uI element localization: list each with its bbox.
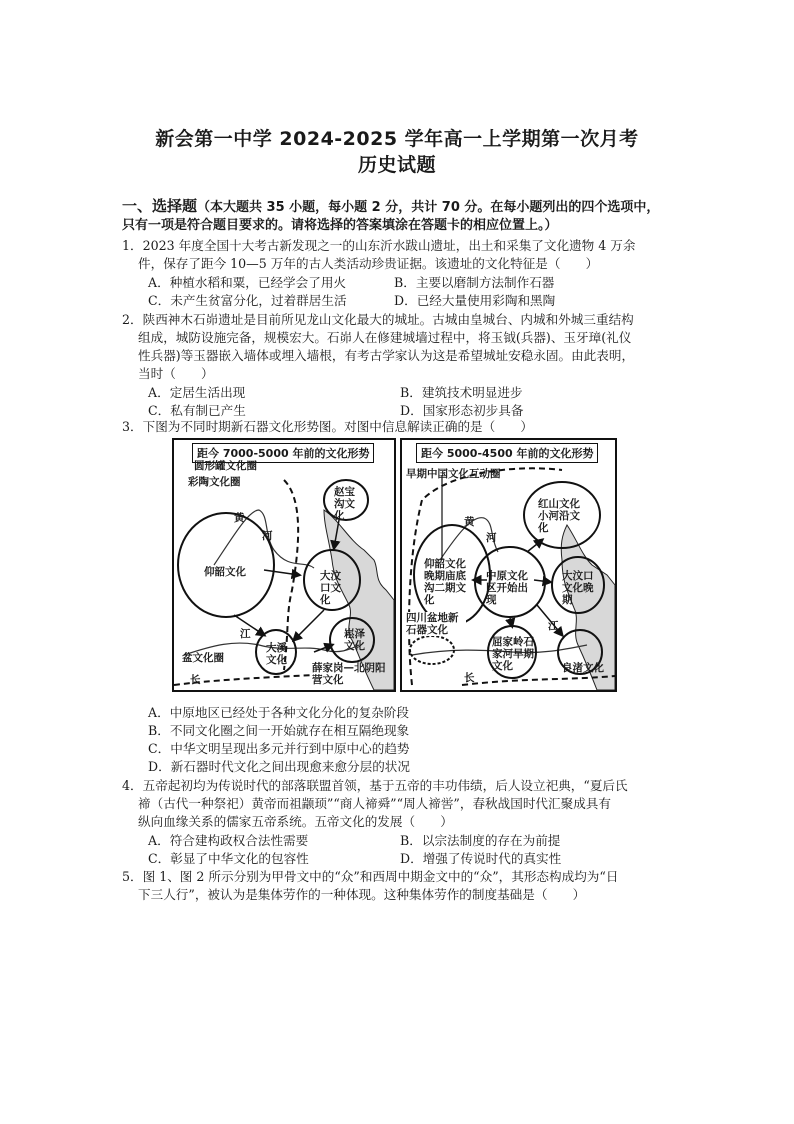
q4-stem-line2: 禘（古代一种祭祀）黄帝而祖颛顼”“商人禘舜”“周人禘喾”，春秋战国时代汇聚成具有 (138, 796, 611, 811)
q2-stem-line1: 2．陕西神木石峁遗址是目前所见龙山文化最大的城址。古城由皇城台、内城和外城三重结构 (122, 312, 634, 327)
map-left-label-xuejiagang: 薛家岗—北阴阳营文化 (312, 662, 386, 686)
q2-stem-line4: 当时（ ） (138, 366, 214, 381)
q4-option-d[interactable]: D．增强了传说时代的真实性 (400, 851, 562, 866)
map-left-label-he: 河 (262, 530, 273, 542)
map-right-label-hongshan: 红山文化小河沿文化 (538, 498, 580, 534)
q2-option-c[interactable]: C．私有制已产生 (148, 403, 246, 418)
map-left-label-painted-pottery: 彩陶文化圈 (188, 476, 241, 488)
map-right-label-huang: 黄 (464, 516, 475, 528)
q2-stem-line3: 性兵器)等玉器嵌入墙体或埋入墙根，有考古学家认为这是希望城址安稳永固。由此表明， (138, 348, 635, 363)
q2-option-a[interactable]: A．定居生活出现 (148, 385, 246, 400)
map-right-label-early-interaction: 早期中国文化互动圈 (406, 468, 501, 480)
map-right-label-dawenkou-late: 大汶口文化晚期 (562, 570, 594, 606)
map-right-label-chang: 长 (464, 672, 475, 684)
map-left-label-majiabang: 崧泽文化 (344, 628, 365, 652)
q1-option-b[interactable]: B．主要以磨制方法制作石器 (394, 275, 555, 290)
map-right-heading: 距今 5000-4500 年前的文化形势 (416, 443, 598, 463)
section-heading (122, 197, 659, 217)
q3-option-d[interactable]: D．新石器时代文化之间出现愈来愈分层的状况 (148, 759, 410, 774)
q3-stem-line1: 3．下图为不同时期新石器文化形势图。对图中信息解读正确的是（ ） (122, 419, 534, 434)
map-left-label-pan-circle: 盆文化圈 (182, 652, 224, 664)
q5-stem-line1: 5．图 1、图 2 所示分别为甲骨文中的“众”和西周中期金文中的“众”，其形态构成均为“日 (122, 869, 619, 884)
exam-title: 新会第一中学 2024-2025 学年高一上学期第一次月考 (155, 128, 639, 150)
q2-stem-line2: 组成，城防设施完备，规模宏大。石峁人在修建城墙过程中，将玉钺(兵器)、玉牙璋(礼仪 (138, 330, 632, 345)
map-left-label-yangshao: 仰韶文化 (204, 566, 246, 578)
q1-option-c[interactable]: C．未产生贫富分化，过着群居生活 (148, 293, 347, 308)
q3-option-a[interactable]: A．中原地区已经处于各种文化分化的复杂阶段 (148, 705, 409, 720)
map-left-label-daxi: 大溪文化 (266, 642, 287, 666)
q5-stem-line2: 下三人行”，被认为是集体劳作的一种体现。这种集体劳作的制度基础是（ ） (138, 887, 586, 902)
map-right-label-he: 河 (486, 532, 497, 544)
map-right-label-sichuan: 四川盆地新石器文化 (406, 612, 466, 636)
q1-option-a[interactable]: A．种植水稻和粟，已经学会了用火 (148, 275, 347, 290)
map-left-heading: 距今 7000-5000 年前的文化形势 (192, 443, 374, 463)
q4-option-a[interactable]: A．符合建构政权合法性需要 (148, 833, 309, 848)
q1-stem-line1: 1．2023 年度全国十大考古新发现之一的山东沂水跋山遗址，出土和采集了文化遗物 4 万余 (122, 238, 636, 253)
q2-option-d[interactable]: D．国家形态初步具备 (400, 403, 524, 418)
q4-stem-line3: 纵向血缘关系的儒家五帝系统。五帝文化的发展（ ） (138, 814, 453, 829)
q3-option-b[interactable]: B．不同文化圈之间一开始就存在相互隔绝现象 (148, 723, 410, 738)
map-left-label-circle-pottery: 圆形罐文化圈 (194, 460, 257, 472)
map-right-label-central-plains: 中原文化区开始出现 (486, 570, 528, 606)
map-left (172, 438, 396, 692)
q2-option-b[interactable]: B．建筑技术明显进步 (400, 385, 523, 400)
q1-option-d[interactable]: D．已经大量使用彩陶和黑陶 (394, 293, 556, 308)
q4-option-c[interactable]: C．彰显了中华文化的包容性 (148, 851, 309, 866)
section-instructions-line2: 只有一项是符合题目要求的。请将选择的答案填涂在答题卡的相应位置上。） (122, 218, 558, 233)
section-instructions-line1: （本大题共 35 小题，每小题 2 分，共计 70 分。在每小题列出的四个选项中， (197, 200, 660, 215)
q1-stem-line2: 件，保存了距今 10—5 万年的古人类活动珍贵证据。该遗址的文化特征是（ ） (138, 256, 599, 271)
map-right-label-yangshao-late: 仰韶文化晚期庙底沟二期文化 (424, 558, 466, 606)
map-right-label-qujialing: 屈家岭石家河早期文化 (492, 636, 534, 672)
section-title: 一、选择题 (122, 197, 198, 215)
map-left-label-dawenkou: 大汶口文化 (320, 570, 341, 606)
map-right-label-liangzhu: 良渚文化 (562, 662, 604, 674)
exam-subtitle: 历史试题 (357, 154, 436, 176)
map-left-label-jiang: 江 (240, 628, 251, 640)
q3-option-c[interactable]: C．中华文明呈现出多元并行到中原中心的趋势 (148, 741, 410, 756)
q4-option-b[interactable]: B．以宗法制度的存在为前提 (400, 833, 561, 848)
map-left-label-chang: 长 (190, 674, 201, 686)
map-left-label-zhaobaogou: 赵宝沟文化 (334, 486, 355, 522)
map-right (400, 438, 617, 692)
q4-stem-line1: 4．五帝起初均为传说时代的部落联盟首领，基于五帝的丰功伟绩，后人设立祀典，“夏后氏 (122, 778, 628, 793)
map-left-label-huang: 黄 (234, 512, 245, 524)
map-right-label-jiang: 江 (548, 620, 559, 632)
